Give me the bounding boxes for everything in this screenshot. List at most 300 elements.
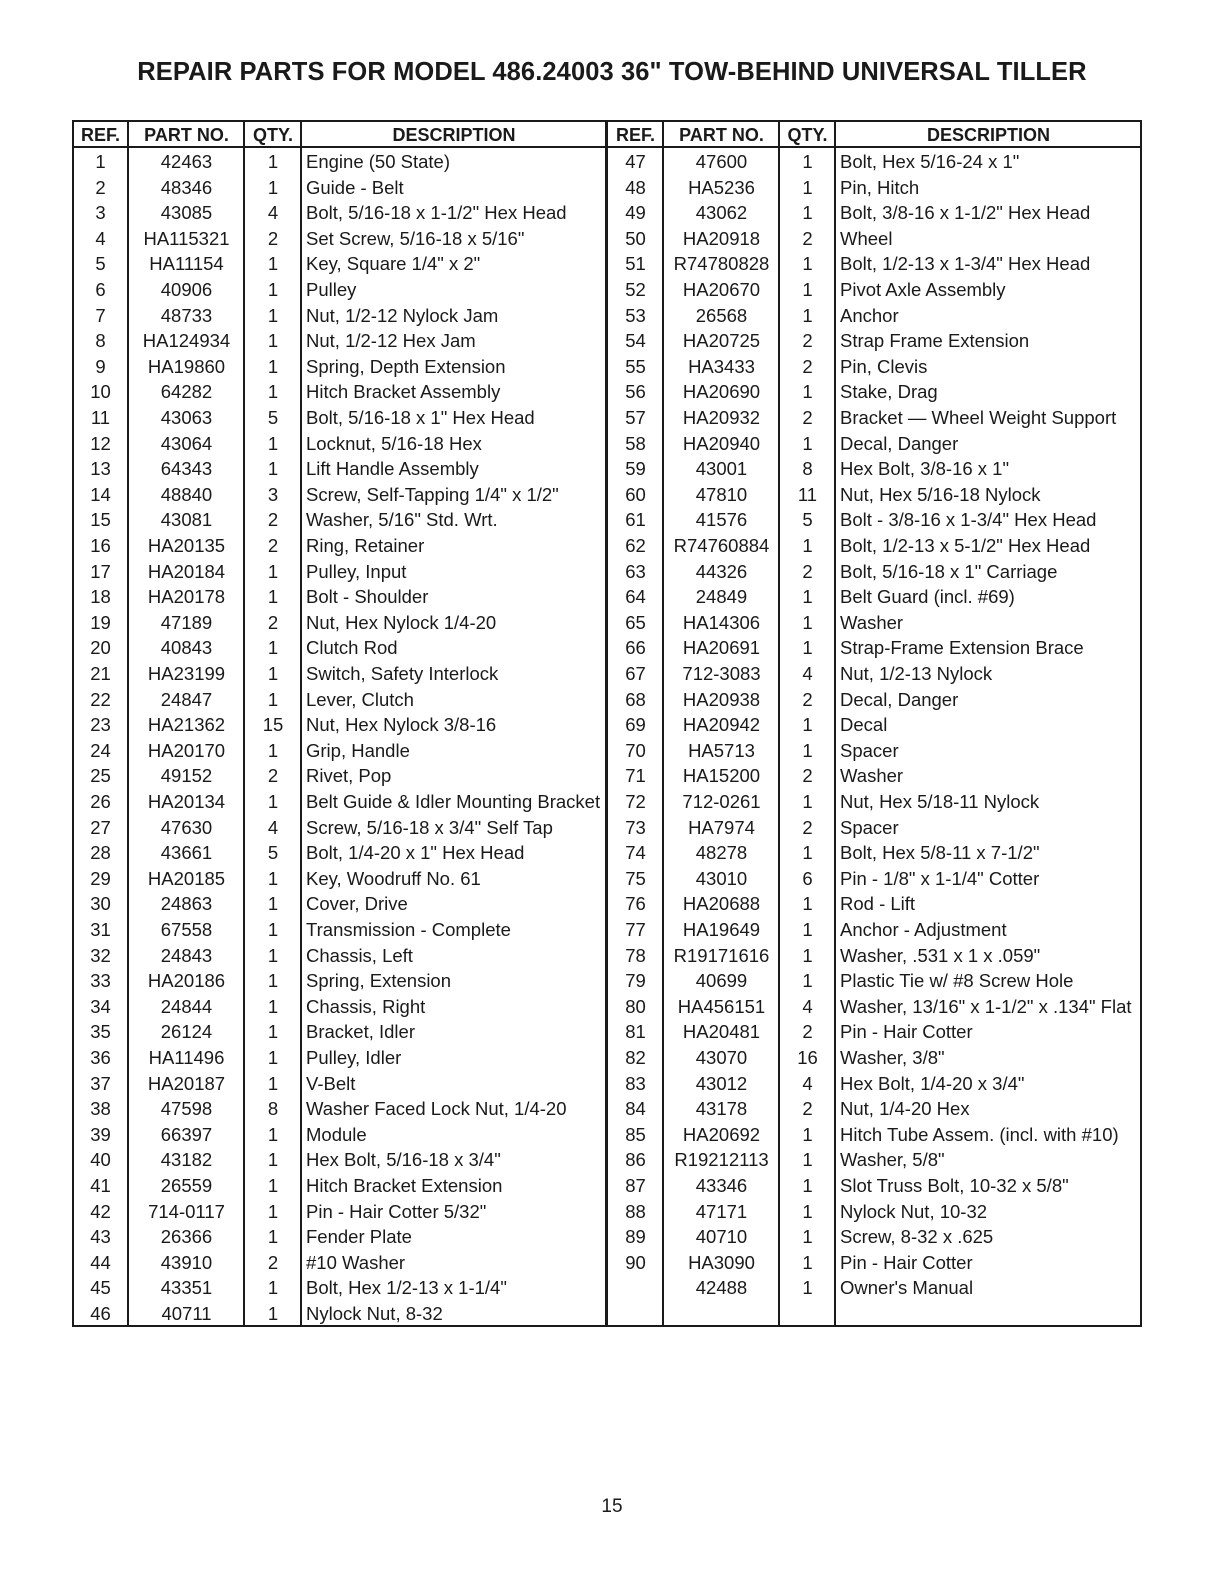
table-cell-qty: 1 <box>267 1123 279 1145</box>
table-cell-description: Nut, Hex 5/18-11 Nylock <box>840 791 1040 812</box>
table-cell-description: Bolt, 3/8-16 x 1-1/2" Hex Head <box>840 202 1091 224</box>
table-cell-qty: 1 <box>802 176 813 198</box>
table-cell-ref: 81 <box>625 1021 646 1043</box>
table-cell-ref: 75 <box>625 867 646 889</box>
table-cell-qty: 8 <box>802 458 813 480</box>
table-cell-qty: 8 <box>267 1098 279 1120</box>
table-cell-part-no: HA456151 <box>677 995 766 1017</box>
table-cell-qty: 1 <box>267 1277 279 1299</box>
table-cell-ref: 60 <box>625 483 646 505</box>
table-cell-ref: 9 <box>95 355 106 377</box>
table-cell-part-no: HA115321 <box>143 227 230 249</box>
table-cell-part-no: 41576 <box>695 509 748 531</box>
table-cell-ref: 79 <box>625 970 646 992</box>
table-cell-description: Pivot Axle Assembly <box>840 279 1006 300</box>
table-cell-qty: 11 <box>797 483 818 505</box>
left-header-description: DESCRIPTION <box>392 125 516 145</box>
table-cell-part-no: 64282 <box>160 381 213 403</box>
column-divider <box>778 122 780 1325</box>
table-cell-part-no: HA20692 <box>682 1123 761 1145</box>
table-cell-ref: 22 <box>90 688 111 710</box>
table-cell-qty: 2 <box>802 1021 813 1043</box>
table-cell-ref: 55 <box>625 355 646 377</box>
table-cell-ref: 69 <box>625 714 646 736</box>
table-cell-part-no: 43178 <box>695 1098 748 1120</box>
table-cell-part-no: HA21362 <box>147 714 226 736</box>
table-cell-part-no: 24863 <box>160 893 213 915</box>
table-cell-qty: 1 <box>267 995 279 1017</box>
table-cell-qty: 1 <box>267 1200 279 1222</box>
table-cell-description: Washer, 3/8" <box>840 1047 945 1068</box>
table-cell-ref: 1 <box>95 151 106 172</box>
table-cell-part-no: 42463 <box>160 151 213 172</box>
table-cell-description: Decal <box>840 714 888 736</box>
table-cell-part-no: HA3090 <box>688 1251 755 1273</box>
table-cell-ref: 5 <box>95 253 106 275</box>
table-cell-qty: 1 <box>802 151 813 172</box>
table-cell-ref: 85 <box>625 1123 646 1145</box>
table-cell-part-no: 43001 <box>695 458 748 480</box>
table-cell-description: Strap Frame Extension <box>840 330 1030 352</box>
table-cell-part-no: 47171 <box>695 1200 748 1222</box>
table-cell-qty: 2 <box>267 765 279 787</box>
table-cell-description: Screw, 5/16-18 x 3/4" Self Tap <box>306 816 553 838</box>
table-cell-part-no: HA20690 <box>682 381 761 403</box>
table-cell-qty: 1 <box>802 970 813 992</box>
page-number: 15 <box>601 1496 623 1517</box>
table-cell-description: Nut, 1/2-12 Hex Jam <box>306 330 476 352</box>
table-cell-ref: 88 <box>625 1200 646 1222</box>
table-cell-description: Engine (50 State) <box>306 151 450 172</box>
table-cell-qty: 1 <box>267 970 279 992</box>
table-cell-ref: 3 <box>95 202 106 224</box>
table-cell-ref: 44 <box>90 1251 111 1273</box>
table-cell-qty: 1 <box>267 1149 279 1171</box>
table-cell-qty: 1 <box>802 381 813 403</box>
table-cell-part-no: 714-0117 <box>148 1200 225 1222</box>
table-cell-part-no: 43182 <box>160 1149 213 1171</box>
table-cell-qty: 1 <box>802 791 813 812</box>
table-cell-ref: 45 <box>90 1277 111 1299</box>
table-cell-description: Hex Bolt, 5/16-18 x 3/4" <box>306 1149 501 1171</box>
table-cell-description: Pin - 1/8" x 1-1/4" Cotter <box>840 867 1040 889</box>
table-cell-ref: 84 <box>625 1098 646 1120</box>
table-cell-qty: 5 <box>267 407 279 428</box>
table-cell-description: Chassis, Right <box>306 995 426 1017</box>
table-cell-description: Cover, Drive <box>306 893 408 915</box>
table-cell-description: Bolt, 5/16-18 x 1" Hex Head <box>306 407 535 428</box>
table-cell-ref: 13 <box>90 458 111 480</box>
right-header-description: DESCRIPTION <box>926 125 1050 145</box>
table-cell-part-no: 43661 <box>160 842 213 864</box>
table-cell-part-no: HA19649 <box>682 919 761 940</box>
table-cell-ref: 78 <box>625 944 646 966</box>
table-cell-qty: 1 <box>802 586 813 608</box>
table-cell-qty: 1 <box>267 688 279 710</box>
table-cell-qty: 2 <box>802 1098 813 1120</box>
table-cell-qty: 4 <box>802 663 813 684</box>
table-cell-qty: 4 <box>267 816 279 838</box>
table-cell-qty: 2 <box>802 227 813 249</box>
table-cell-part-no: HA20184 <box>147 560 226 582</box>
table-cell-description: Spring, Depth Extension <box>306 355 506 377</box>
table-cell-ref: 18 <box>90 586 111 608</box>
table-cell-description: Strap-Frame Extension Brace <box>840 637 1084 659</box>
table-cell-part-no: 48733 <box>160 304 213 326</box>
table-cell-part-no: HA20918 <box>682 227 761 249</box>
table-cell-qty: 1 <box>267 458 279 480</box>
table-cell-description: Ring, Retainer <box>306 535 425 556</box>
table-cell-part-no: 43012 <box>695 1072 748 1094</box>
table-cell-ref: 76 <box>625 893 646 915</box>
right-header-qty: QTY. <box>787 125 828 145</box>
table-cell-description: Rivet, Pop <box>306 765 392 787</box>
table-cell-part-no: HA5236 <box>688 176 755 198</box>
table-cell-description: Plastic Tie w/ #8 Screw Hole <box>840 970 1074 992</box>
table-cell-description: Belt Guide & Idler Mounting Bracket <box>306 791 601 812</box>
table-cell-ref: 6 <box>95 279 106 300</box>
table-cell-ref: 87 <box>625 1175 646 1196</box>
table-cell-ref: 67 <box>625 663 646 684</box>
table-cell-part-no: 48278 <box>695 842 748 864</box>
table-cell-part-no: 47598 <box>160 1098 213 1120</box>
table-cell-description: Bracket, Idler <box>306 1021 415 1043</box>
table-cell-qty: 1 <box>802 202 813 224</box>
table-cell-description: Pulley <box>306 279 357 300</box>
table-cell-ref: 51 <box>625 253 646 275</box>
table-cell-ref: 72 <box>625 791 646 812</box>
table-cell-description: Bolt, Hex 5/16-24 x 1" <box>840 151 1020 172</box>
table-cell-qty: 1 <box>267 355 279 377</box>
table-cell-qty: 1 <box>802 842 813 864</box>
table-cell-ref: 29 <box>90 867 111 889</box>
table-cell-ref: 33 <box>90 970 111 992</box>
table-cell-qty: 1 <box>802 1226 813 1248</box>
column-divider <box>127 122 129 1325</box>
table-cell-part-no: HA20186 <box>147 970 226 992</box>
table-cell-part-no: HA11154 <box>149 253 224 275</box>
column-divider <box>243 122 245 1325</box>
table-cell-ref: 10 <box>90 381 111 403</box>
table-cell-qty: 1 <box>802 944 813 966</box>
table-cell-qty: 2 <box>802 816 813 838</box>
table-cell-description: Washer <box>840 611 904 633</box>
table-cell-description: Belt Guard (incl. #69) <box>840 586 1015 608</box>
table-cell-qty: 1 <box>802 535 813 556</box>
table-cell-part-no: HA20670 <box>682 279 761 300</box>
table-cell-qty: 1 <box>267 637 279 659</box>
table-cell-description: Bolt - 3/8-16 x 1-3/4" Hex Head <box>840 509 1097 531</box>
table-cell-part-no: HA20688 <box>682 893 761 915</box>
table-cell-part-no: HA23199 <box>147 663 226 684</box>
table-cell-qty: 16 <box>797 1047 818 1068</box>
table-cell-description: Wheel <box>840 227 893 249</box>
table-cell-ref: 53 <box>625 304 646 326</box>
table-cell-part-no: HA20691 <box>682 637 761 659</box>
table-cell-description: Nut, Hex Nylock 3/8-16 <box>306 714 497 736</box>
table-cell-description: Grip, Handle <box>306 739 410 761</box>
table-cell-part-no: HA14306 <box>682 611 761 633</box>
table-cell-description: Pin, Clevis <box>840 355 928 377</box>
table-cell-ref: 66 <box>625 637 646 659</box>
table-cell-qty: 1 <box>802 1149 813 1171</box>
table-cell-part-no: HA20178 <box>147 586 226 608</box>
table-cell-part-no: 43085 <box>160 202 213 224</box>
table-cell-qty: 1 <box>802 1251 813 1273</box>
table-cell-ref: 42 <box>90 1200 111 1222</box>
table-cell-part-no: 49152 <box>160 765 213 787</box>
table-cell-description: Washer, 5/8" <box>840 1149 945 1171</box>
table-cell-ref: 27 <box>90 816 111 838</box>
table-cell-part-no: 40711 <box>161 1303 212 1324</box>
table-cell-ref: 82 <box>625 1047 646 1068</box>
table-cell-description: Hex Bolt, 1/4-20 x 3/4" <box>840 1072 1025 1094</box>
table-cell-qty: 1 <box>802 637 813 659</box>
table-cell-part-no: 26559 <box>160 1175 213 1196</box>
table-cell-description: Decal, Danger <box>840 688 959 710</box>
table-cell-part-no: 67558 <box>160 919 213 940</box>
table-cell-ref: 26 <box>90 791 111 812</box>
left-header-qty: QTY. <box>252 125 293 145</box>
table-cell-description: Set Screw, 5/16-18 x 5/16" <box>306 227 525 249</box>
table-cell-qty: 2 <box>267 611 279 633</box>
table-cell-description: Switch, Safety Interlock <box>306 663 499 684</box>
table-cell-part-no: HA15200 <box>682 765 761 787</box>
table-cell-ref: 89 <box>625 1226 646 1248</box>
table-cell-qty: 2 <box>802 355 813 377</box>
table-cell-part-no: HA20932 <box>682 407 761 428</box>
table-cell-ref: 58 <box>625 432 646 454</box>
table-cell-ref: 59 <box>625 458 646 480</box>
table-cell-description: Bolt - Shoulder <box>306 586 429 608</box>
column-divider <box>605 122 608 1325</box>
table-cell-ref: 15 <box>90 509 111 531</box>
table-cell-qty: 1 <box>267 663 279 684</box>
table-cell-description: Nut, Hex Nylock 1/4-20 <box>306 611 497 633</box>
table-cell-description: Pulley, Input <box>306 560 407 582</box>
table-cell-description: Key, Woodruff No. 61 <box>306 867 481 889</box>
table-cell-qty: 1 <box>267 893 279 915</box>
table-cell-qty: 1 <box>802 432 813 454</box>
table-cell-description: Spacer <box>840 816 899 838</box>
table-cell-ref: 23 <box>90 714 111 736</box>
table-cell-part-no: HA3433 <box>688 355 755 377</box>
table-cell-qty: 1 <box>267 586 279 608</box>
table-cell-qty: 4 <box>267 202 279 224</box>
table-cell-part-no: 712-3083 <box>682 663 761 684</box>
table-cell-part-no: 24847 <box>160 688 213 710</box>
table-cell-ref: 61 <box>625 509 646 531</box>
table-cell-qty: 1 <box>802 1277 813 1299</box>
table-cell-part-no: 40710 <box>695 1226 748 1248</box>
table-cell-qty: 4 <box>802 1072 813 1094</box>
table-cell-ref: 41 <box>90 1175 111 1196</box>
table-cell-description: Decal, Danger <box>840 432 959 454</box>
table-cell-description: Bolt, Hex 5/8-11 x 7-1/2" <box>840 842 1040 864</box>
table-cell-part-no: R19171616 <box>673 944 770 966</box>
table-cell-part-no: 44326 <box>695 560 748 582</box>
table-cell-description: Washer, .531 x 1 x .059" <box>840 944 1041 966</box>
table-cell-ref: 54 <box>625 330 646 352</box>
table-cell-part-no: HA20942 <box>682 714 761 736</box>
table-cell-qty: 1 <box>802 1200 813 1222</box>
table-cell-description: Guide - Belt <box>306 176 404 198</box>
table-cell-part-no: 43351 <box>160 1277 213 1299</box>
table-cell-ref: 56 <box>625 381 646 403</box>
table-cell-qty: 1 <box>802 304 813 326</box>
table-cell-qty: 1 <box>802 739 813 761</box>
table-cell-part-no: HA20134 <box>147 791 226 812</box>
table-cell-description: Pin - Hair Cotter <box>840 1251 973 1273</box>
table-cell-ref: 34 <box>90 995 111 1017</box>
table-cell-ref: 4 <box>95 227 106 249</box>
table-cell-ref: 83 <box>625 1072 646 1094</box>
table-cell-ref: 16 <box>90 535 111 556</box>
column-divider <box>300 122 302 1325</box>
table-cell-ref: 14 <box>90 483 111 505</box>
table-cell-description: Chassis, Left <box>306 944 413 966</box>
table-cell-part-no: HA20481 <box>682 1021 761 1043</box>
table-cell-part-no: 47630 <box>160 816 213 838</box>
table-cell-ref: 8 <box>95 330 106 352</box>
table-cell-qty: 6 <box>802 867 813 889</box>
table-cell-description: Anchor <box>840 304 899 326</box>
table-cell-qty: 1 <box>802 919 813 940</box>
table-cell-part-no: 42488 <box>695 1277 748 1299</box>
table-cell-qty: 1 <box>802 253 813 275</box>
table-cell-part-no: HA5713 <box>688 739 755 761</box>
table-cell-description: Washer <box>840 765 904 787</box>
table-cell-part-no: 47600 <box>695 151 748 172</box>
table-cell-qty: 15 <box>262 714 284 736</box>
table-cell-qty: 1 <box>802 611 813 633</box>
table-cell-description: Stake, Drag <box>840 381 938 403</box>
table-cell-part-no: 43062 <box>695 202 748 224</box>
table-cell-part-no: HA20940 <box>682 432 761 454</box>
table-cell-part-no: HA7974 <box>688 816 755 838</box>
table-cell-description: Lift Handle Assembly <box>306 458 479 480</box>
table-cell-ref: 90 <box>625 1251 646 1273</box>
table-cell-ref: 39 <box>90 1123 111 1145</box>
table-cell-part-no: 40843 <box>160 637 213 659</box>
table-cell-qty: 2 <box>267 509 279 531</box>
table-cell-ref: 36 <box>90 1047 111 1068</box>
table-cell-ref: 47 <box>625 151 646 172</box>
table-cell-description: Washer, 5/16" Std. Wrt. <box>306 509 498 531</box>
table-cell-description: Bolt, Hex 1/2-13 x 1-1/4" <box>306 1277 507 1299</box>
table-cell-ref: 68 <box>625 688 646 710</box>
table-cell-qty: 4 <box>802 995 813 1017</box>
table-cell-qty: 2 <box>802 688 813 710</box>
table-cell-part-no: HA20185 <box>147 867 226 889</box>
table-cell-ref: 21 <box>90 663 111 684</box>
table-cell-description: Bolt, 1/2-13 x 1-3/4" Hex Head <box>840 253 1091 275</box>
table-cell-ref: 12 <box>90 432 111 454</box>
table-cell-ref: 37 <box>90 1072 111 1094</box>
table-cell-qty: 2 <box>267 1251 279 1273</box>
table-cell-qty: 1 <box>267 919 279 940</box>
table-cell-part-no: 43063 <box>160 407 213 428</box>
table-cell-ref: 64 <box>625 586 646 608</box>
table-cell-part-no: 43010 <box>695 867 748 889</box>
table-cell-part-no: 712-0261 <box>682 791 761 812</box>
table-cell-description: V-Belt <box>306 1072 356 1094</box>
table-cell-ref: 43 <box>90 1226 111 1248</box>
table-cell-qty: 2 <box>802 330 813 352</box>
table-cell-qty: 1 <box>267 1175 279 1196</box>
table-cell-ref: 80 <box>625 995 646 1017</box>
table-cell-ref: 38 <box>90 1098 111 1120</box>
table-cell-description: Hitch Bracket Assembly <box>306 381 501 403</box>
table-cell-description: Anchor - Adjustment <box>840 919 1007 940</box>
table-cell-ref: 74 <box>625 842 646 864</box>
table-cell-description: Clutch Rod <box>306 637 398 659</box>
column-divider <box>834 122 836 1325</box>
table-cell-qty: 1 <box>267 560 279 582</box>
table-cell-part-no: 64343 <box>160 458 213 480</box>
table-cell-qty: 1 <box>267 1226 279 1248</box>
table-cell-description: Hitch Bracket Extension <box>306 1175 503 1196</box>
table-cell-ref: 49 <box>625 202 646 224</box>
table-cell-description: Nut, 1/2-12 Nylock Jam <box>306 304 499 326</box>
table-cell-ref: 19 <box>90 611 111 633</box>
table-cell-ref: 52 <box>625 279 646 300</box>
table-cell-part-no: 43910 <box>160 1251 213 1273</box>
table-cell-description: Nylock Nut, 10-32 <box>840 1200 988 1222</box>
table-cell-ref: 63 <box>625 560 646 582</box>
table-cell-description: Washer, 13/16" x 1-1/2" x .134" Flat <box>840 995 1132 1017</box>
table-cell-part-no: HA11496 <box>148 1047 225 1068</box>
table-cell-part-no: 26568 <box>695 304 748 326</box>
table-cell-qty: 3 <box>267 483 279 505</box>
table-cell-ref: 62 <box>625 535 646 556</box>
table-cell-ref: 70 <box>625 739 646 761</box>
table-cell-description: Module <box>306 1123 367 1145</box>
table-cell-description: Nut, 1/2-13 Nylock <box>840 663 993 684</box>
table-cell-part-no: HA20135 <box>147 535 226 556</box>
table-cell-part-no: 24844 <box>160 995 213 1017</box>
table-cell-ref: 77 <box>625 919 646 940</box>
table-cell-part-no: HA20725 <box>682 330 761 352</box>
table-cell-qty: 1 <box>802 1175 813 1196</box>
table-cell-description: Slot Truss Bolt, 10-32 x 5/8" <box>840 1175 1069 1196</box>
table-cell-qty: 1 <box>267 176 279 198</box>
table-cell-description: Spacer <box>840 739 899 761</box>
table-cell-qty: 1 <box>267 867 279 889</box>
table-cell-description: Pin - Hair Cotter 5/32" <box>306 1200 487 1222</box>
table-cell-qty: 1 <box>267 1047 279 1068</box>
table-cell-qty: 1 <box>267 1303 279 1324</box>
table-cell-qty: 1 <box>267 1072 279 1094</box>
table-cell-description: Bolt, 1/4-20 x 1" Hex Head <box>306 842 525 864</box>
table-cell-description: Bolt, 5/16-18 x 1-1/2" Hex Head <box>306 202 567 224</box>
table-cell-part-no: HA20170 <box>147 739 226 761</box>
table-cell-ref: 73 <box>625 816 646 838</box>
table-cell-description: Bracket — Wheel Weight Support <box>840 407 1117 428</box>
table-cell-description: Hex Bolt, 3/8-16 x 1" <box>840 458 1010 480</box>
column-divider <box>662 122 664 1325</box>
table-cell-description: #10 Washer <box>306 1251 406 1273</box>
table-cell-ref: 65 <box>625 611 646 633</box>
table-cell-description: Bolt, 5/16-18 x 1" Carriage <box>840 560 1058 582</box>
table-cell-qty: 1 <box>267 944 279 966</box>
table-cell-qty: 5 <box>267 842 279 864</box>
table-cell-qty: 1 <box>267 432 279 454</box>
table-cell-part-no: 47810 <box>695 483 748 505</box>
table-cell-description: Screw, Self-Tapping 1/4" x 1/2" <box>306 483 559 505</box>
table-cell-ref: 46 <box>90 1303 111 1324</box>
table-cell-description: Nut, Hex 5/16-18 Nylock <box>840 483 1041 505</box>
